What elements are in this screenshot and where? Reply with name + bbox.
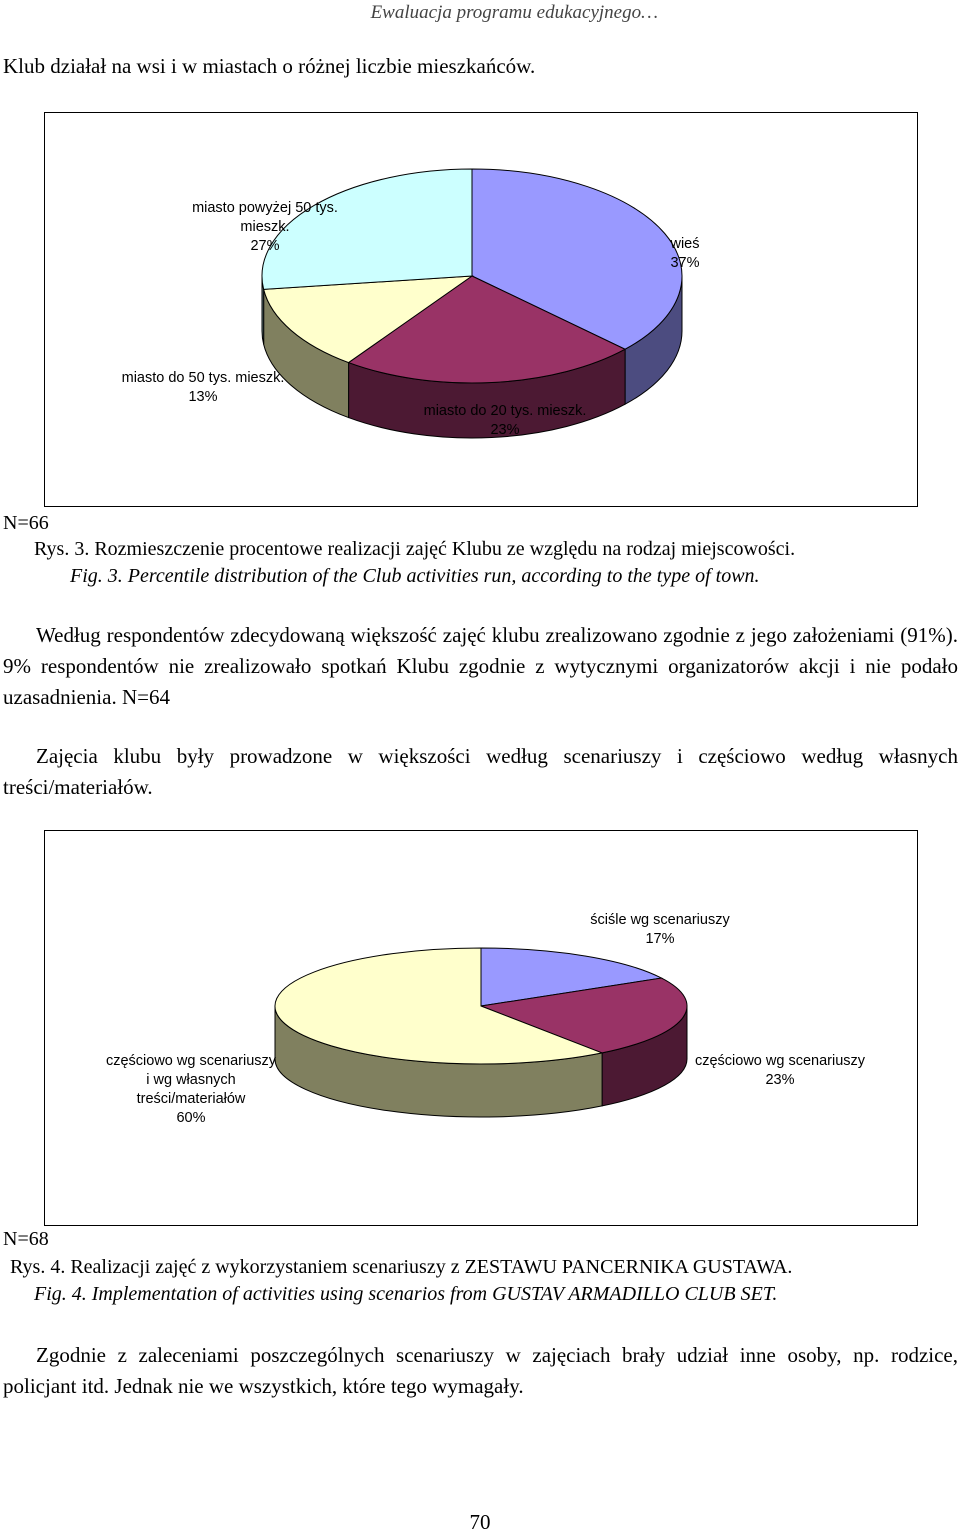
- paragraph-1: Według respondentów zdecydowaną większość zajęć klubu zrealizowano zgodnie z jego założeniami (91%). 9% respondentów nie zrealizowało spotkań Klubu zgodnie z wytycznymi organizatorów akcji i nie podało uzasadnienia. N=64: [3, 623, 958, 709]
- running-header: Ewaluacja programu edukacyjnego…: [370, 2, 658, 23]
- pie-slice-tops: [275, 948, 687, 1064]
- page-number: 70: [469, 1510, 491, 1534]
- slice-label-city-under-20k: miasto do 20 tys. mieszk. 23%: [423, 403, 587, 438]
- slice-label-partial-own: częściowo wg scenariuszy i wg własnych treści/materiałów 60%: [105, 1053, 277, 1126]
- intro-line: Klub działał na wsi i w miastach o różnej liczbie mieszkańców.: [3, 54, 536, 78]
- slice-label-village: wieś 37%: [670, 236, 700, 271]
- pie-chart-3d-svg: [45, 831, 917, 1225]
- figure3-n-label: N=66: [3, 512, 49, 534]
- slice-label-strict: ściśle wg scenariuszy 17%: [590, 912, 730, 947]
- paragraph-2: Zajęcia klubu były prowadzone w większości według scenariuszy i częściowo według własnych treści/materiałów.: [3, 744, 958, 799]
- pie-chart-scenarios: [44, 830, 918, 1226]
- paragraph-3: Zgodnie z zaleceniami poszczególnych scenariuszy w zajęciach brały udział inne osoby, np. rodzice, policjant itd. Jednak nie we wszystkich, które tego wymagały.: [3, 1343, 958, 1398]
- figure3-caption-en: Fig. 3. Percentile distribution of the Club activities run, according to the type of town.: [70, 565, 760, 587]
- pie-chart-town-type: [44, 112, 918, 507]
- slice-label-city-over-50k: miasto powyżej 50 tys. mieszk. 27%: [192, 200, 338, 254]
- pie-chart-3d-svg: [45, 113, 917, 506]
- figure4-n-label: N=68: [3, 1228, 49, 1250]
- slice-label-partial: częściowo wg scenariuszy 23%: [694, 1053, 866, 1088]
- figure4-caption-pl: Rys. 4. Realizacji zajęć z wykorzystaniem scenariuszy z ZESTAWU PANCERNIKA GUSTAWA.: [10, 1256, 793, 1278]
- slice-label-city-under-50k: miasto do 50 tys. mieszk. 13%: [121, 370, 285, 405]
- figure3-caption-pl: Rys. 3. Rozmieszczenie procentowe realizacji zajęć Klubu ze względu na rodzaj miejscowości.: [34, 538, 796, 560]
- figure4-caption-en: Fig. 4. Implementation of activities using scenarios from GUSTAV ARMADILLO CLUB SET.: [34, 1283, 778, 1305]
